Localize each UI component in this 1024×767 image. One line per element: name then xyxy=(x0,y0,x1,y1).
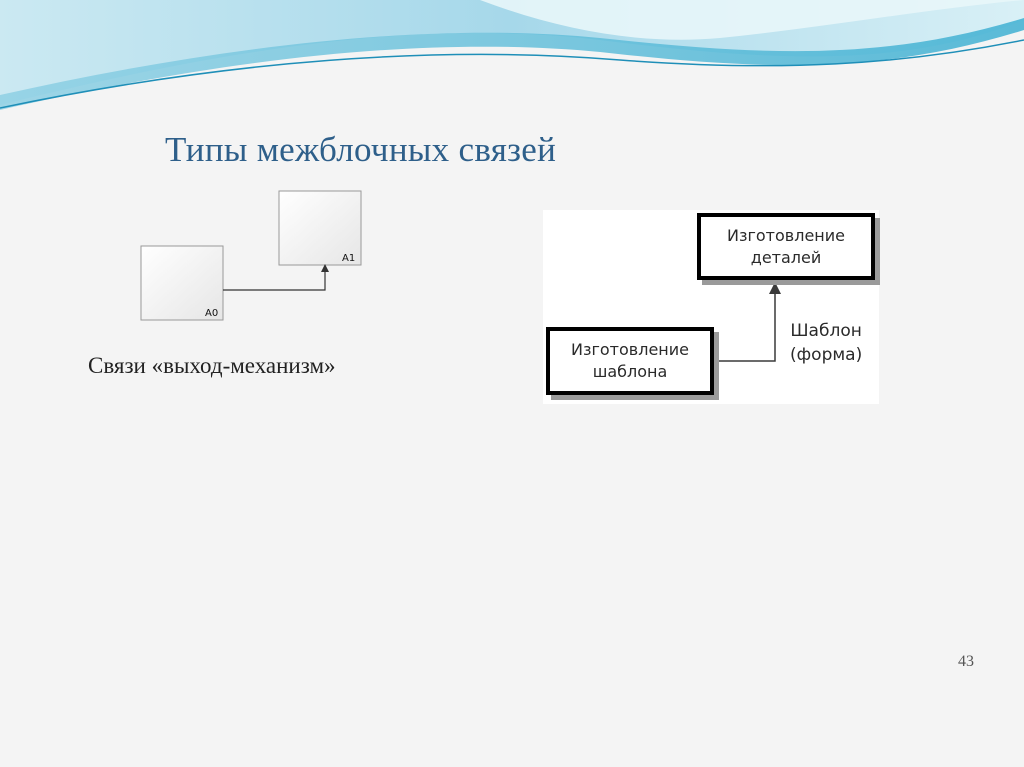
box-parts-manufacturing xyxy=(697,213,875,280)
connection-type-label: Связи «выход-механизм» xyxy=(88,353,336,378)
box-parts-line2: деталей xyxy=(750,247,822,267)
block-a1 xyxy=(279,191,361,265)
block-a0 xyxy=(141,246,223,320)
mechanism-label-line1: Шаблон xyxy=(790,321,862,341)
block-a0-label: A0 xyxy=(205,308,219,319)
box-template-line1: Изготовление xyxy=(571,340,689,359)
mechanism-arrow-label xyxy=(790,319,862,367)
slide-title: Типы межблочных связей xyxy=(165,130,557,169)
block-a1-label: A1 xyxy=(342,253,356,264)
output-mechanism-arrow xyxy=(223,270,325,290)
mechanism-label-line2: (форма) xyxy=(790,345,863,365)
page-number: 43 xyxy=(958,653,974,670)
box-parts-line1: Изготовление xyxy=(727,225,845,245)
box-template-manufacturing xyxy=(546,327,714,395)
box-template-line2: шаблона xyxy=(592,362,668,381)
